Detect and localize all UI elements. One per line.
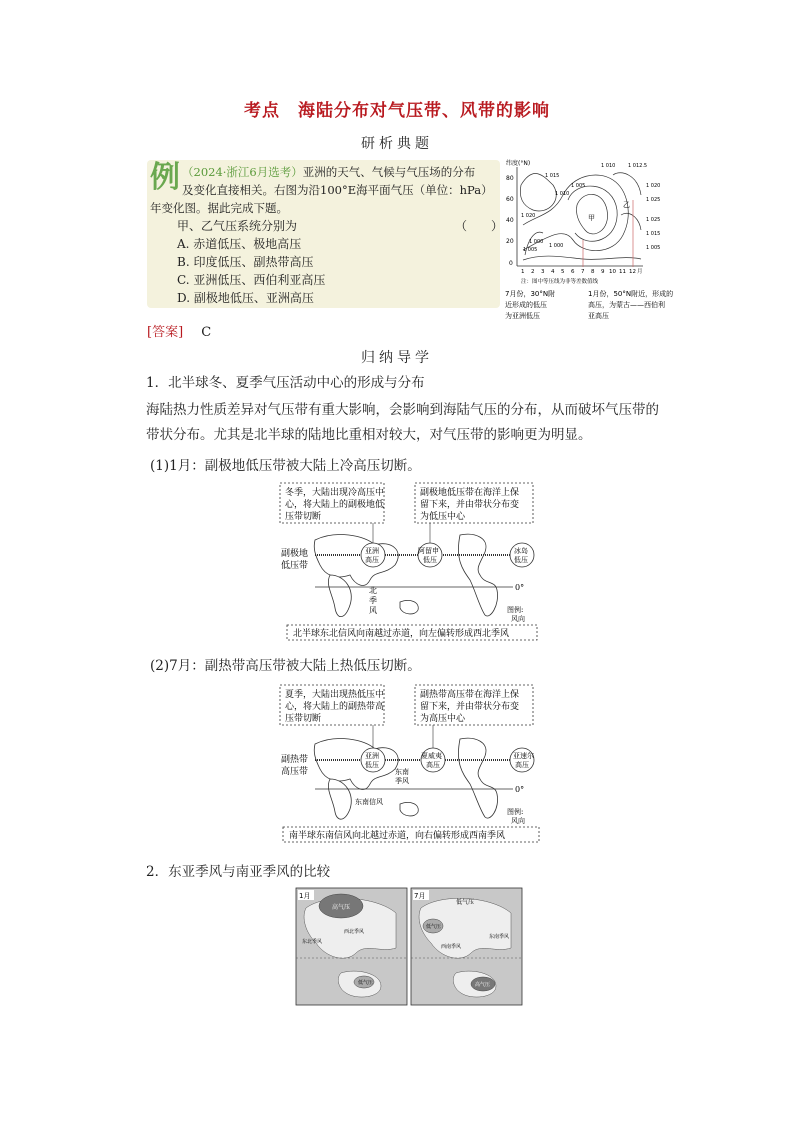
xtick: 10	[609, 269, 616, 275]
xtick: 6	[571, 269, 575, 275]
answer-label: [答案]	[147, 325, 184, 340]
contour-note: 注：图中等压线为非等差数值线	[521, 279, 599, 285]
jul-monsoon-label: 东南	[395, 768, 409, 776]
page-title: 考点 海陆分布对气压带、风带的影响	[244, 101, 550, 121]
jul-legend: 风向	[511, 817, 525, 825]
jul-box-left-line: 压带切断	[285, 714, 322, 724]
iso-label: 1 020	[521, 213, 536, 219]
ytick-60: 60	[506, 196, 514, 203]
example-stem-b: 及变化直接相关。右图为沿100°E海平面气压（单位：hPa）	[182, 183, 493, 197]
example-question: 甲、乙气压系统分别为	[177, 219, 298, 233]
jan-monsoon-label: 季	[369, 596, 377, 605]
para-line-2: 带状分布。尤其是北半球的陆地比重相对较大，对气压带的影响更为明显。	[146, 427, 592, 443]
iso-label: 1 012.5	[628, 163, 648, 169]
contour-ylabel: 纬度(°N)	[506, 160, 531, 167]
jul-center-asia-low: 低压	[365, 761, 379, 769]
monsoon-maps	[296, 888, 526, 1006]
example-mark: 例	[150, 160, 180, 195]
jul-center-azores-high: 亚速尔	[513, 752, 534, 760]
ytick-20: 20	[506, 238, 514, 245]
iso-label: 1 025	[646, 217, 661, 223]
jan-map-ne-monsoon: 东北季风	[302, 939, 323, 945]
iso-label: 1 005	[646, 245, 661, 251]
jul-heading: (2)7月：副热带高压带被大陆上热低压切断。	[150, 658, 421, 674]
para-line-1: 海陆热力性质差异对气压带有重大影响，会影响到海陆气压的分布，从而破坏气压带的	[146, 402, 659, 418]
example-blank: （ ）	[455, 219, 504, 233]
callout-right-line: 高压，为蒙古——西伯利	[588, 301, 665, 309]
jan-center-aleutian-low: 低压	[423, 556, 437, 564]
jan-map-low: 低气压	[358, 980, 374, 986]
jul-box-left-line: 心，将大陆上的副热带高	[285, 702, 385, 712]
section-heading-yanxi: 研析典题	[361, 136, 433, 152]
jul-world-map-diagram	[275, 682, 540, 847]
iso-label: 1 015	[545, 173, 560, 179]
xtick: 4	[551, 269, 555, 275]
iso-label: 1 010	[555, 191, 570, 197]
answer-line	[147, 321, 211, 340]
contour-yticks	[506, 175, 514, 267]
jul-center-azores-high: 高压	[515, 761, 529, 769]
jan-heading: (1)1月：副极地低压带被大陆上冷高压切断。	[150, 458, 421, 474]
jan-belt-label: 副极地	[281, 549, 309, 559]
example-source: （2024·浙江6月选考）	[182, 165, 303, 179]
jul-center-hawaii-high: 高压	[426, 761, 440, 769]
jan-map-month: 1月	[299, 892, 311, 900]
iso-label: 1 000	[549, 243, 564, 249]
jul-trade-wind-label: 东南信风	[355, 798, 383, 806]
jan-continents	[314, 534, 497, 616]
point-1-heading: 1．北半球冬、夏季气压活动中心的形成与分布	[146, 375, 425, 391]
jan-map-nw-monsoon: 西北季风	[344, 929, 365, 935]
xtick: 7	[581, 269, 585, 275]
jul-center-hawaii-high: 夏威夷	[421, 752, 442, 760]
contour-label-yi: 乙	[623, 201, 630, 209]
jul-box-right-line: 副热带高压带在海洋上保	[420, 690, 520, 700]
jul-map-sw-monsoon: 西南季风	[441, 944, 462, 950]
callout-left-line: 7月份，30°N附	[505, 290, 556, 298]
jul-belt-label: 副热带	[281, 755, 309, 765]
jul-map-se-monsoon: 东南季风	[489, 934, 510, 940]
jan-box-right-line: 为低压中心	[420, 512, 466, 522]
jul-box-right-line: 留下来，并由带状分布变	[420, 702, 520, 712]
callout-left-line: 为亚洲低压	[505, 312, 540, 320]
jan-world-map-diagram	[275, 480, 540, 645]
jan-center-iceland-low: 冰岛	[514, 547, 528, 555]
callout-left	[505, 289, 555, 320]
jan-monsoon-map	[296, 888, 407, 1005]
jan-equator-label: 0°	[515, 583, 525, 592]
point-2-heading: 2．东亚季风与南亚季风的比较	[146, 864, 331, 880]
xtick: 11	[619, 269, 626, 275]
xtick: 5	[561, 269, 565, 275]
jul-center-asia-low: 亚洲	[365, 752, 379, 760]
contour-xticks	[521, 267, 643, 275]
jul-caption: 南半球东南信风向北越过赤道，向右偏转形成西南季风	[289, 831, 506, 841]
jul-map-low-2: 低气压	[426, 924, 442, 930]
jan-caption: 北半球东北信风向南越过赤道，向左偏转形成西北季风	[293, 629, 510, 639]
jan-box-left-line: 压带切断	[285, 512, 322, 522]
iso-label: 1 025	[646, 197, 661, 203]
jul-monsoon-map	[411, 888, 522, 1005]
answer-value: C	[201, 325, 212, 340]
iso-label: 1 005	[523, 247, 538, 253]
jul-map-low-1: 低气压	[456, 899, 475, 906]
example-stem-c: 年变化图。据此完成下题。	[150, 201, 288, 215]
callout-right-line: 1月份，50°N附近，形成的	[588, 290, 674, 298]
jan-legend: 图例:	[507, 606, 524, 614]
xlabel: 月	[637, 269, 643, 275]
jan-monsoon-label: 北	[369, 586, 377, 595]
option-b: B. 印度低压、副热带高压	[177, 255, 314, 269]
jul-monsoon-label: 季风	[395, 777, 409, 785]
jul-box-left-line: 夏季，大陆出现热低压中	[285, 690, 385, 700]
jul-map-month: 7月	[414, 892, 426, 900]
jul-box-right-line: 为高压中心	[420, 714, 466, 724]
xtick: 2	[531, 269, 535, 275]
isobar-labels	[521, 163, 660, 253]
jan-center-aleutian-low: 阿留申	[418, 547, 439, 555]
jan-box-left-line: 心，将大陆上的副极地低	[285, 500, 385, 510]
callout-left-line: 近形成的低压	[505, 301, 547, 309]
iso-label: 1 015	[646, 231, 661, 237]
xtick: 12	[629, 269, 636, 275]
iso-label: 1 000	[529, 239, 544, 245]
contour-label-jia: 甲	[588, 214, 595, 222]
option-c: C. 亚洲低压、西伯利亚高压	[177, 273, 326, 287]
xtick: 9	[601, 269, 605, 275]
iso-label: 1 010	[601, 163, 616, 169]
ytick-0: 0	[509, 260, 513, 267]
jan-box-right-line: 留下来，并由带状分布变	[420, 500, 520, 510]
jan-center-asia-high: 高压	[365, 556, 379, 564]
ytick-40: 40	[506, 217, 514, 224]
example-stem-a: 亚洲的天气、气候与气压场的分布	[302, 165, 476, 179]
option-d: D. 副极地低压、亚洲高压	[177, 291, 314, 305]
jan-center-iceland-low: 低压	[514, 556, 528, 564]
jan-map-high: 高气压	[332, 904, 351, 911]
iso-label: 1 020	[646, 183, 661, 189]
jan-box-left-line: 冬季，大陆出现冷高压中	[285, 488, 385, 498]
xtick: 8	[591, 269, 595, 275]
jan-belt-label: 低压带	[281, 561, 309, 571]
xtick: 3	[541, 269, 545, 275]
jul-equator-label: 0°	[515, 785, 525, 794]
section-heading-guina: 归纳导学	[361, 350, 433, 366]
jan-center-asia-high: 亚洲	[365, 547, 379, 555]
jan-box-right-line: 副极地低压带在海洋上保	[420, 488, 520, 498]
jul-legend: 图例:	[507, 808, 524, 816]
iso-label: 1 005	[571, 183, 586, 189]
ytick-80: 80	[506, 175, 514, 182]
example-stem-line1	[182, 163, 502, 181]
jul-belt-label: 高压带	[281, 767, 309, 777]
jan-monsoon-label: 风	[369, 606, 377, 615]
option-a: A. 赤道低压、极地高压	[177, 237, 302, 251]
pressure-contour-figure	[503, 155, 713, 320]
jul-map-high: 高气压	[475, 982, 491, 988]
xtick: 1	[521, 269, 525, 275]
callout-right	[588, 289, 673, 320]
jan-legend: 风向	[511, 615, 525, 623]
callout-right-line: 亚高压	[588, 312, 609, 320]
